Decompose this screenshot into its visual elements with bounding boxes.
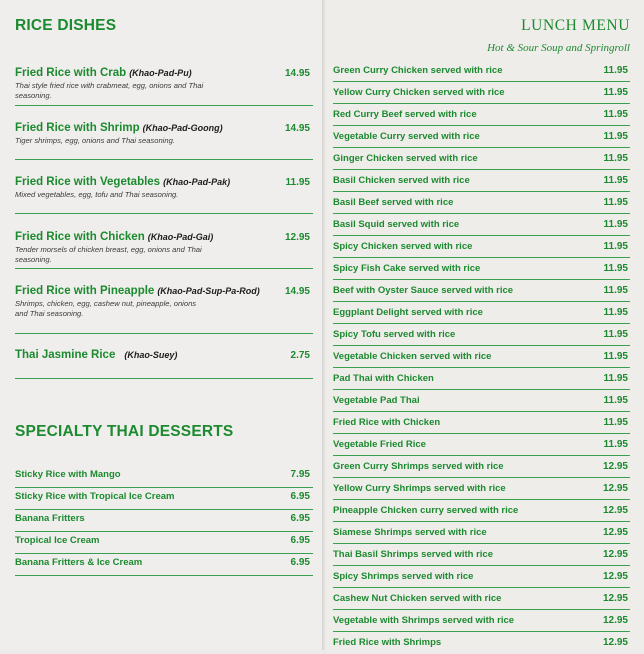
dish-price: 14.95	[284, 123, 310, 134]
lunch-item-name: Spicy Chicken served with rice	[333, 241, 473, 252]
lunch-item[interactable]	[333, 610, 630, 632]
lunch-item-price: 12.95	[602, 637, 628, 648]
dish-thai-name: (Khao-Suey)	[124, 350, 178, 360]
lunch-item[interactable]	[333, 258, 630, 280]
dish-name: Fried Rice with Crab	[15, 67, 127, 79]
lunch-item[interactable]	[333, 302, 630, 324]
lunch-item[interactable]	[333, 632, 630, 654]
lunch-item-name: Basil Chicken served with rice	[333, 175, 470, 186]
dish-price: 14.95	[284, 68, 310, 79]
lunch-item-name: Thai Basil Shrimps served with rice	[333, 549, 493, 560]
divider	[15, 575, 313, 576]
dish-thai-name: (Khao-Pad-Sup-Pa-Rod)	[157, 286, 260, 296]
lunch-item-price: 12.95	[602, 549, 628, 560]
lunch-item-price: 11.95	[603, 109, 628, 120]
lunch-item-price: 11.95	[603, 87, 628, 98]
divider	[15, 213, 313, 214]
lunch-item[interactable]	[333, 280, 630, 302]
lunch-item-price: 11.95	[603, 65, 628, 76]
dish-name: Fried Rice with Chicken	[15, 231, 145, 243]
dish-name: Fried Rice with Vegetables	[15, 176, 161, 188]
divider	[15, 105, 313, 106]
lunch-item[interactable]	[333, 456, 630, 478]
lunch-item[interactable]	[333, 324, 630, 346]
dish-name: Fried Rice with Pineapple	[15, 285, 155, 297]
lunch-item-price: 12.95	[602, 527, 628, 538]
page-gutter	[322, 0, 326, 650]
lunch-item[interactable]	[333, 478, 630, 500]
lunch-item-price: 11.95	[603, 439, 628, 450]
lunch-item-name: Siamese Shrimps served with rice	[333, 527, 487, 538]
lunch-item-name: Yellow Curry Shrimps served with rice	[333, 483, 506, 494]
lunch-item-name: Vegetable Pad Thai	[333, 395, 420, 406]
lunch-item[interactable]	[333, 588, 630, 610]
dessert-price: 7.95	[290, 469, 310, 480]
lunch-item-name: Fried Rice with Shrimps	[333, 637, 442, 648]
lunch-item[interactable]	[333, 214, 630, 236]
divider	[15, 268, 313, 269]
lunch-item-price: 11.95	[603, 373, 628, 384]
divider	[15, 378, 313, 379]
dish-price: 11.95	[285, 177, 310, 188]
lunch-item-name: Pineapple Chicken curry served with rice	[333, 505, 519, 516]
dish-thai-name: (Khao-Pad-Pu)	[129, 68, 192, 78]
lunch-item-name: Eggplant Delight served with rice	[333, 307, 483, 318]
dessert-name: Banana Fritters & Ice Cream	[15, 557, 143, 568]
dish-thai-name: (Khao-Pad-Gai)	[147, 232, 214, 242]
dessert-name: Tropical Ice Cream	[15, 535, 100, 546]
rice-dish-vegetables[interactable]	[15, 176, 312, 200]
lunch-item-price: 11.95	[603, 285, 628, 296]
lunch-item-name: Yellow Curry Chicken served with rice	[333, 87, 505, 98]
dish-name: Fried Rice with Shrimp	[15, 122, 140, 134]
dish-price: 2.75	[290, 350, 310, 361]
rice-dish-jasmine[interactable]	[15, 349, 312, 361]
dish-description: Thai style fried rice with crabmeat, egg, onions and Thai seasoning.	[15, 81, 204, 100]
lunch-item[interactable]	[333, 500, 630, 522]
lunch-item-price: 11.95	[603, 351, 628, 362]
lunch-item-name: Spicy Shrimps served with rice	[333, 571, 474, 582]
lunch-item-price: 12.95	[602, 483, 628, 494]
lunch-item[interactable]	[333, 82, 630, 104]
dish-thai-name: (Khao-Pad-Goong)	[142, 123, 223, 133]
lunch-item-price: 11.95	[603, 131, 628, 142]
lunch-item-name: Spicy Tofu served with rice	[333, 329, 456, 340]
lunch-item-name: Vegetable Chicken served with rice	[333, 351, 492, 362]
lunch-item[interactable]	[333, 412, 630, 434]
rice-dish-pineapple[interactable]	[15, 285, 312, 318]
lunch-item-price: 11.95	[603, 197, 628, 208]
rice-dish-chicken[interactable]	[15, 231, 312, 264]
lunch-item-name: Vegetable with Shrimps served with rice	[333, 615, 515, 626]
lunch-item-name: Basil Beef served with rice	[333, 197, 454, 208]
dessert-price: 6.95	[290, 557, 310, 568]
lunch-item-price: 11.95	[603, 241, 628, 252]
lunch-menu-list	[333, 60, 630, 654]
lunch-item-name: Ginger Chicken served with rice	[333, 153, 478, 164]
lunch-item-name: Vegetable Fried Rice	[333, 439, 426, 450]
lunch-item-price: 11.95	[603, 417, 628, 428]
lunch-item[interactable]	[333, 170, 630, 192]
divider	[15, 333, 313, 334]
lunch-item-price: 12.95	[602, 593, 628, 604]
lunch-item[interactable]	[333, 236, 630, 258]
lunch-item-price: 12.95	[602, 505, 628, 516]
lunch-item-name: Green Curry Chicken served with rice	[333, 65, 503, 76]
dish-price: 14.95	[284, 286, 310, 297]
dish-description: Mixed vegetables, egg, tofu and Thai seasoning.	[15, 190, 179, 199]
lunch-item[interactable]	[333, 126, 630, 148]
lunch-item[interactable]	[333, 368, 630, 390]
lunch-item[interactable]	[333, 566, 630, 588]
lunch-item-name: Pad Thai with Chicken	[333, 373, 434, 384]
lunch-item-price: 11.95	[603, 175, 628, 186]
dessert-name: Sticky Rice with Tropical Ice Cream	[15, 491, 175, 502]
lunch-item-name: Basil Squid served with rice	[333, 219, 460, 230]
dessert-name: Banana Fritters	[15, 513, 85, 524]
lunch-item-name: Spicy Fish Cake served with rice	[333, 263, 481, 274]
lunch-item[interactable]	[333, 522, 630, 544]
desserts-title: SPECIALTY THAI DESSERTS	[15, 423, 234, 440]
dessert-price: 6.95	[290, 491, 310, 502]
lunch-item-price: 11.95	[603, 395, 628, 406]
lunch-item[interactable]	[333, 148, 630, 170]
divider	[15, 159, 313, 160]
lunch-item[interactable]	[333, 192, 630, 214]
lunch-item[interactable]	[333, 390, 630, 412]
lunch-item-name: Red Curry Beef served with rice	[333, 109, 477, 120]
dessert-item[interactable]	[15, 466, 312, 488]
dessert-price: 6.95	[290, 535, 310, 546]
dessert-item[interactable]	[15, 554, 312, 576]
lunch-item-price: 11.95	[603, 329, 628, 340]
lunch-menu-title: LUNCH MENU	[521, 17, 630, 34]
dish-price: 12.95	[284, 232, 310, 243]
lunch-item[interactable]	[333, 60, 630, 82]
dessert-price: 6.95	[290, 513, 310, 524]
dish-description: Shrimps, chicken, egg, cashew nut, pineapple, onions and Thai seasoning.	[15, 299, 197, 318]
lunch-item-name: Cashew Nut Chicken served with rice	[333, 593, 502, 604]
lunch-menu-subtitle: Hot & Sour Soup and Springroll	[487, 42, 630, 54]
lunch-item-name: Vegetable Curry served with rice	[333, 131, 480, 142]
lunch-item-price: 12.95	[602, 615, 628, 626]
dish-description: Tender morsels of chicken breast, egg, onions and Thai seasoning.	[15, 245, 202, 264]
dessert-item[interactable]	[15, 510, 312, 532]
lunch-item-price: 12.95	[602, 461, 628, 472]
dessert-item[interactable]	[15, 488, 312, 510]
lunch-item-price: 11.95	[603, 307, 628, 318]
lunch-item-price: 11.95	[603, 263, 628, 274]
lunch-item-price: 12.95	[602, 571, 628, 582]
lunch-item[interactable]	[333, 346, 630, 368]
lunch-item-name: Green Curry Shrimps served with rice	[333, 461, 504, 472]
lunch-item-name: Beef with Oyster Sauce served with rice	[333, 285, 514, 296]
dessert-item[interactable]	[15, 532, 312, 554]
dish-name: Thai Jasmine Rice	[15, 349, 116, 361]
dessert-name: Sticky Rice with Mango	[15, 469, 121, 480]
dish-description: Tiger shrimps, egg, onions and Thai seasoning.	[15, 136, 175, 145]
lunch-item-price: 11.95	[603, 219, 628, 230]
lunch-item[interactable]	[333, 104, 630, 126]
lunch-item[interactable]	[333, 434, 630, 456]
lunch-item[interactable]	[333, 544, 630, 566]
rice-dish-crab[interactable]	[15, 67, 312, 100]
lunch-item-name: Fried Rice with Chicken	[333, 417, 441, 428]
rice-dish-shrimp[interactable]	[15, 122, 312, 146]
lunch-item-price: 11.95	[603, 153, 628, 164]
dish-thai-name: (Khao-Pad-Pak)	[163, 177, 231, 187]
rice-dishes-title: RICE DISHES	[15, 17, 117, 34]
